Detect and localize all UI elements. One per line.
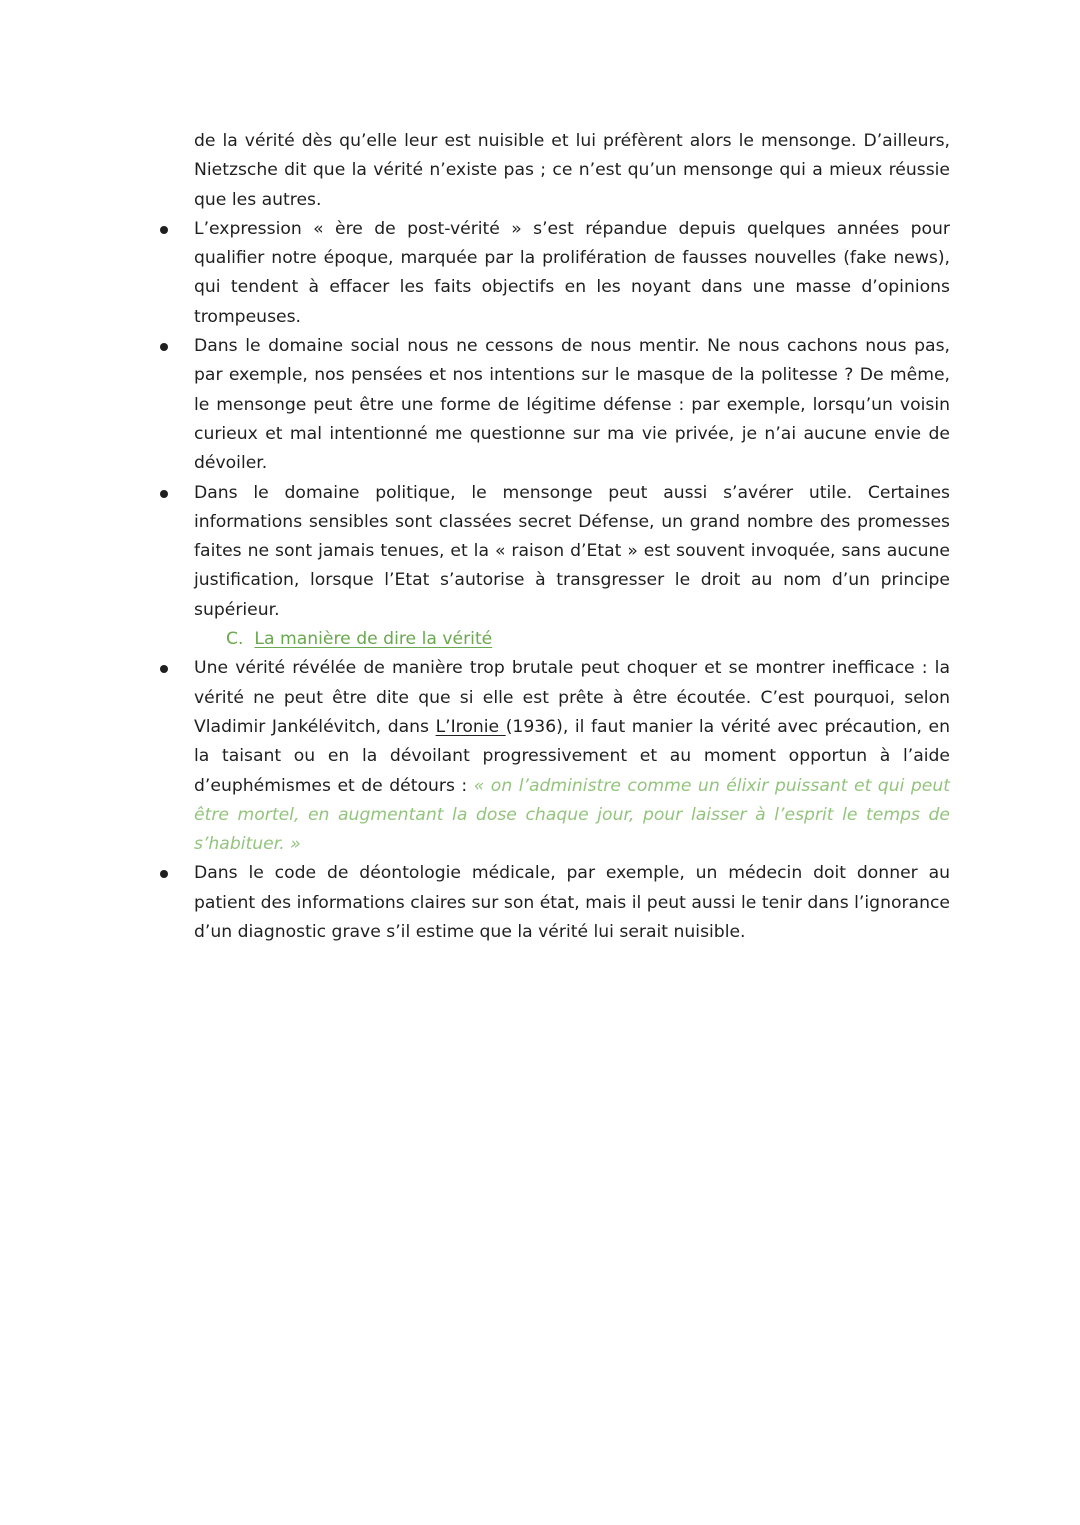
intro-continuation: de la vérité dès qu’elle leur est nuisible et lui préfèrent alors le mensonge. D’ailleurs, Nietzsche dit que la vérité n’existe pas ; ce n’est qu’un mensonge qui a mieux réussie que les autres.	[194, 131, 950, 210]
bullet-medical-code	[194, 859, 950, 947]
bullet-text: Dans le domaine politique, le mensonge peut aussi s’avérer utile. Certaines informations sensibles sont classées secret Défense, un grand nombre des promesses faites ne sont jamais tenues, et la « raison d’Etat » est souvent invoquée, sans aucune justification, lorsque l’Etat s’autorise à transgresser le droit au nom d’un principe supérieur.	[194, 482, 950, 620]
bullet-text: Dans le code de déontologie médicale, par exemple, un médecin doit donner au patient des informations claires sur son état, mais il peut aussi le tenir dans l’ignorance d’un diagnostic grave s’il estime que la vérité lui serait nuisible.	[194, 863, 950, 943]
bullet-text-after-title: (1936), il faut manier la vérité avec précaution, en la taisant ou en la dévoilant progressivement et au moment opportun à l’aide d’euphémismes et de détours :	[194, 716, 950, 796]
bullet-icon	[160, 490, 168, 498]
bullet-text-before-title: Une vérité révélée de manière trop brutale peut choquer et se montrer inefficace : la vérité ne peut être dite que si elle est prête à être écoutée. C’est pourquoi, selon Vladimir Jankélévitch, dans	[194, 658, 950, 737]
bullet-text: Dans le domaine social nous ne cessons de nous mentir. Ne nous cachons nous pas, par exemple, nos pensées et nos intentions sur le masque de la politesse ? De même, le mensonge peut être une forme de légitime défense : par exemple, lorsqu’un voisin curieux et mal intentionné me questionne sur ma vie privée, je n’ai aucune envie de dévoiler.	[194, 336, 950, 474]
section-title: La manière de dire la vérité	[254, 629, 493, 650]
bullet-jankelevitch	[194, 654, 950, 859]
book-title: L’Ironie	[435, 716, 506, 737]
section-letter: C.	[226, 629, 244, 650]
bullet-post-truth	[194, 215, 950, 332]
bullet-text: L’expression « ère de post-vérité » s’est répandue depuis quelques années pour qualifier notre époque, marquée par la prolifération de fausses nouvelles (fake news), qui tendent à effacer les faits objectifs en les noyant dans une masse d’opinions trompeuses.	[194, 218, 950, 327]
bullet-icon	[160, 870, 168, 878]
bullet-political-domain	[194, 479, 950, 625]
bullet-social-domain	[194, 332, 950, 478]
bullet-icon	[160, 343, 168, 351]
section-heading-c	[194, 625, 950, 654]
document-body	[194, 127, 950, 947]
bullet-icon	[160, 665, 168, 673]
bullet-icon	[160, 226, 168, 234]
quote-text: « on l’administre comme un élixir puissant et qui peut être mortel, en augmentant la dose chaque jour, pour laisser à l’esprit le temps de s’habituer. »	[194, 775, 951, 855]
